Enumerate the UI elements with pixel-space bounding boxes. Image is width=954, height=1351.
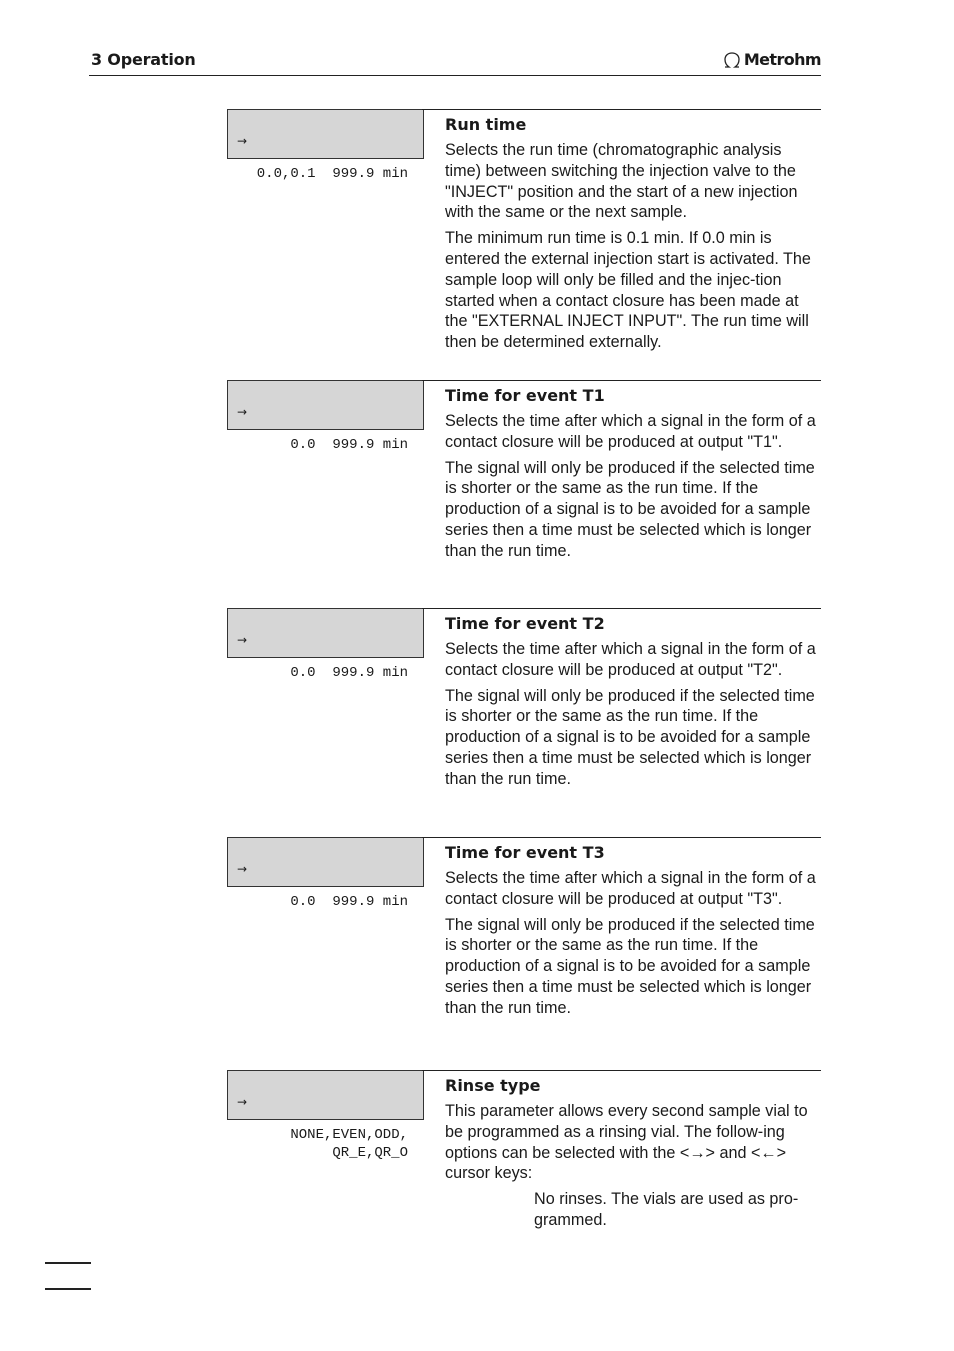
section-text (445, 385, 821, 567)
section-text (445, 842, 821, 1024)
arrow-right-icon: → (237, 405, 248, 419)
paragraph: The minimum run time is 0.1 min. If 0.0 min is entered the external injection start is activated. The sample loop will only be filled and the injec-tion started when a contact closure has been made at the "EXTERNAL INJECT INPUT". The run time will then be determined externally. (445, 229, 811, 352)
section-title: Rinse type (445, 1076, 541, 1095)
value-range: 0.0 999.9 min (290, 437, 408, 453)
display-screen (227, 109, 424, 159)
section-title: Run time (445, 115, 527, 134)
paragraph: Selects the run time (chromatographic analysis time) between switching the injection valve to the "INJECT" position and the start of a new injection with the same or the next sample. (445, 141, 798, 222)
display-screen (227, 608, 424, 658)
section-rule (422, 608, 821, 609)
value-range: 0.0 999.9 min (290, 894, 408, 910)
section-title: Time for event T3 (445, 843, 605, 862)
arrow-right-icon: → (237, 862, 248, 876)
paragraph: Selects the time after which a signal in the form of a contact closure will be produced at output "T2". (445, 640, 816, 679)
paragraph: Selects the time after which a signal in the form of a contact closure will be produced at output "T1". (445, 412, 816, 451)
brand-logo (722, 50, 821, 69)
paragraph: This parameter allows every second sample vial to be programmed as a rinsing vial. The follow-ing options can be selected with the <→> and <←> cursor keys: (445, 1102, 808, 1183)
section-title: Time for event T2 (445, 614, 605, 633)
value-range: NONE,EVEN,ODD, QR_E,QR_O (290, 1127, 408, 1161)
page-number-mark (45, 1288, 91, 1290)
value-range: 0.0,0.1 999.9 min (256, 166, 408, 182)
omega-logo-icon (722, 51, 742, 69)
display-screen (227, 837, 424, 887)
arrow-right-icon: → (237, 134, 248, 148)
paragraph: The signal will only be produced if the selected time is shorter or the same as the run time. If the production of a signal is to be avoided for a sample series then a time must be selected which is longer than the run time. (445, 686, 815, 788)
section-text (445, 114, 821, 358)
paragraph: The signal will only be produced if the selected time is shorter or the same as the run time. If the production of a signal is to be avoided for a sample series then a time must be selected which is longer than the run time. (445, 458, 815, 560)
section-text (445, 1075, 821, 1236)
section-rule (422, 380, 821, 381)
section-rule (422, 1070, 821, 1071)
paragraph: Selects the time after which a signal in the form of a contact closure will be produced at output "T3". (445, 869, 816, 908)
option-description: No rinses. The vials are used as pro-grammed. (534, 1190, 799, 1229)
section-rule (422, 837, 821, 838)
section-rule (422, 109, 821, 110)
page-number-mark (45, 1262, 91, 1264)
display-screen (227, 380, 424, 430)
section-title: Time for event T1 (445, 386, 605, 405)
display-screen (227, 1070, 424, 1120)
arrow-right-icon: → (237, 1095, 248, 1109)
header-rule (89, 75, 821, 76)
section-text (445, 613, 821, 795)
value-range: 0.0 999.9 min (290, 665, 408, 681)
brand-name: Metrohm (743, 50, 821, 69)
paragraph: The signal will only be produced if the selected time is shorter or the same as the run time. If the production of a signal is to be avoided for a sample series then a time must be selected which is longer than the run time. (445, 915, 815, 1017)
arrow-right-icon: → (237, 633, 248, 647)
chapter-header: 3 Operation (91, 50, 196, 69)
